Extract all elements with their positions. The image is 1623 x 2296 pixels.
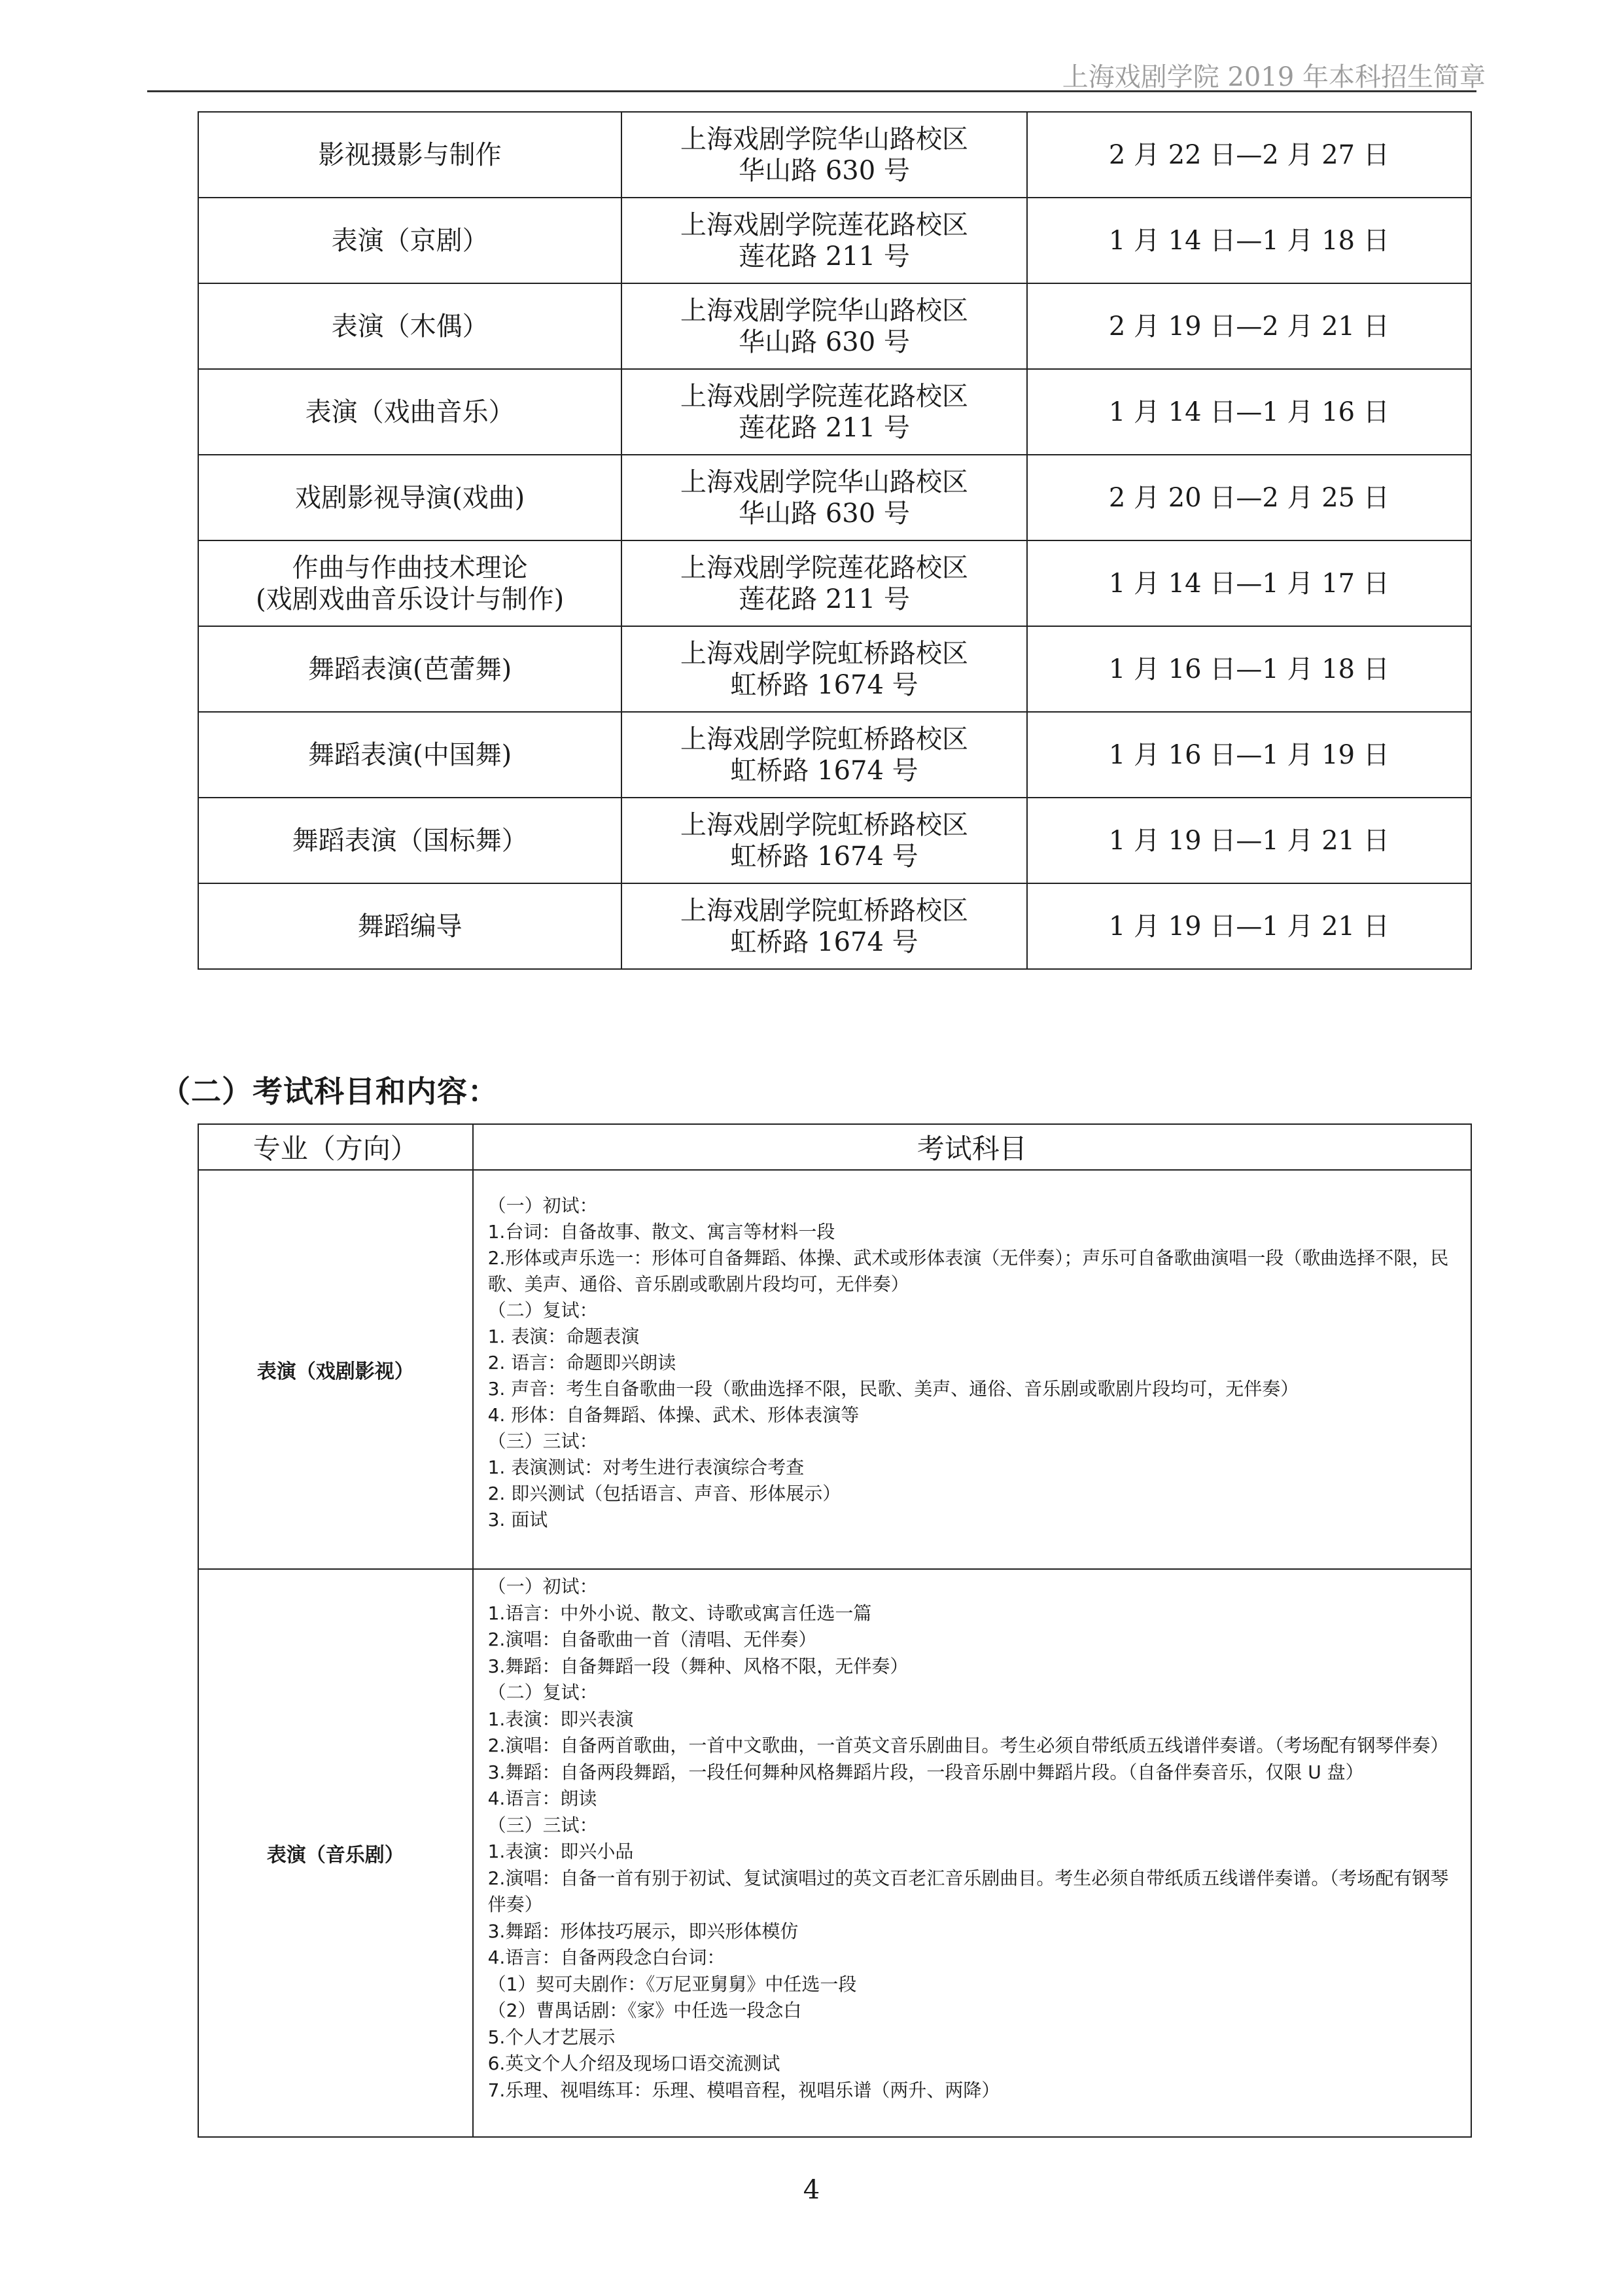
exam-content-line: 1. 表演：命题表演: [487, 1326, 640, 1347]
exam-content-line: 7.乐理、视唱练耳：乐理、模唱音程，视唱乐谱（两升、两降）: [487, 2079, 1000, 2101]
schedule-major-line: 表演（戏曲音乐）: [305, 397, 515, 427]
schedule-location-line: 华山路 630 号: [739, 155, 910, 186]
schedule-dates: 2 月 19 日—2 月 21 日: [1027, 283, 1471, 369]
page-number: 4: [803, 2175, 820, 2205]
exam-content-line: 2. 即兴测试（包括语言、声音、形体展示）: [487, 1483, 841, 1504]
exam-content-line: 3.舞蹈：形体技巧展示，即兴形体模仿: [487, 1920, 799, 1942]
exam-row-content: [473, 1569, 1471, 2137]
exam-content-line: （一）初试：: [487, 1576, 598, 1597]
exam-content-line: 3.舞蹈：自备舞蹈一段（舞种、风格不限，无伴奏）: [487, 1655, 909, 1677]
schedule-location: [621, 369, 1026, 455]
schedule-dates: 2 月 20 日—2 月 25 日: [1027, 455, 1471, 540]
exam-content-line: 4. 形体：自备舞蹈、体操、武术、形体表演等: [487, 1404, 860, 1426]
schedule-row: [198, 626, 1471, 712]
exam-row-content: [473, 1170, 1471, 1569]
exam-content-line: 3. 声音：考生自备歌曲一段（歌曲选择不限，民歌、美声、通俗、音乐剧或歌剧片段均可，无伴奏）: [487, 1378, 1299, 1400]
schedule-location-line: 上海戏剧学院莲花路校区: [680, 209, 969, 240]
schedule-row: [198, 712, 1471, 798]
schedule-dates: 1 月 19 日—1 月 21 日: [1027, 798, 1471, 883]
schedule-location-line: 虹桥路 1674 号: [730, 927, 918, 957]
schedule-dates: 1 月 19 日—1 月 21 日: [1027, 883, 1471, 969]
schedule-location: [621, 712, 1026, 798]
schedule-dates: 1 月 14 日—1 月 16 日: [1027, 369, 1471, 455]
schedule-row: [198, 798, 1471, 883]
schedule-row: [198, 540, 1471, 626]
schedule-location-line: 上海戏剧学院华山路校区: [680, 467, 969, 497]
schedule-major-line: 舞蹈表演（国标舞）: [292, 825, 528, 856]
exam-subjects-table: [198, 1123, 1472, 2138]
schedule-location: [621, 283, 1026, 369]
schedule-location-line: 虹桥路 1674 号: [730, 669, 918, 700]
exam-content-line: 4.语言：自备两段念白台词：: [487, 1947, 725, 1968]
schedule-location-line: 华山路 630 号: [739, 498, 910, 529]
schedule-location-line: 上海戏剧学院华山路校区: [680, 295, 969, 326]
schedule-location-line: 虹桥路 1674 号: [730, 841, 918, 872]
schedule-major: [198, 712, 621, 798]
exam-content-line: （1）契可夫剧作：《万尼亚舅舅》中任选一段: [487, 1973, 857, 1995]
exam-content-line: 3.舞蹈：自备两段舞蹈，一段任何舞种风格舞蹈片段，一段音乐剧中舞蹈片段。（自备伴奏音乐，仅限 U 盘）: [487, 1761, 1364, 1783]
schedule-dates: 2 月 22 日—2 月 27 日: [1027, 112, 1471, 198]
schedule-location-line: 华山路 630 号: [739, 327, 910, 357]
schedule-major: [198, 626, 621, 712]
schedule-location-line: 上海戏剧学院虹桥路校区: [680, 809, 969, 840]
schedule-row: [198, 198, 1471, 283]
exam-content-line: 1.表演：即兴表演: [487, 1708, 634, 1730]
schedule-location-line: 虹桥路 1674 号: [730, 755, 918, 786]
schedule-location: [621, 540, 1026, 626]
schedule-major: [198, 540, 621, 626]
schedule-major-line: 舞蹈表演(芭蕾舞): [308, 654, 512, 684]
exam-content-line: 2.演唱：自备一首有别于初试、复试演唱过的英文百老汇音乐剧曲目。考生必须自带纸质五线谱伴奏谱。（考场配有钢琴伴奏）: [487, 1867, 1449, 1915]
exam-content-line: 2.演唱：自备两首歌曲，一首中文歌曲，一首英文音乐剧曲目。考生必须自带纸质五线谱伴奏谱。（考场配有钢琴伴奏）: [487, 1735, 1449, 1756]
exam-row-drama-film: [198, 1170, 1471, 1569]
schedule-location-line: 上海戏剧学院虹桥路校区: [680, 724, 969, 754]
schedule-location: [621, 198, 1026, 283]
schedule-major: [198, 369, 621, 455]
schedule-major: [198, 455, 621, 540]
schedule-location: [621, 112, 1026, 198]
schedule-location: [621, 626, 1026, 712]
exam-content-line: （二）复试：: [487, 1299, 598, 1321]
schedule-location-line: 上海戏剧学院华山路校区: [680, 124, 969, 154]
schedule-location-line: 上海戏剧学院莲花路校区: [680, 552, 969, 583]
exam-content-line: 2. 语言：命题即兴朗读: [487, 1352, 676, 1373]
exam-content-line: 2.形体或声乐选一：形体可自备舞蹈、体操、武术或形体表演（无伴奏）；声乐可自备歌曲演唱一段（歌曲选择不限，民歌、美声、通俗、音乐剧或歌剧片段均可，无伴奏）: [487, 1247, 1449, 1295]
exam-schedule-table: [198, 111, 1472, 970]
header-title: 上海戏剧学院 2019 年本科招生简章: [1062, 62, 1486, 92]
schedule-major: [198, 883, 621, 969]
schedule-location: [621, 455, 1026, 540]
exam-table-header-row: [198, 1124, 1471, 1170]
schedule-location-line: 上海戏剧学院虹桥路校区: [680, 895, 969, 926]
schedule-major-line: 舞蹈编导: [357, 911, 462, 942]
exam-content-line: 3. 面试: [487, 1509, 548, 1530]
schedule-row: [198, 283, 1471, 369]
schedule-major-line: 作曲与作曲技术理论: [292, 552, 528, 583]
schedule-major: [198, 798, 621, 883]
exam-content-line: 4.语言：朗读: [487, 1788, 597, 1809]
schedule-major-line: 戏剧影视导演(戏曲): [295, 482, 525, 513]
exam-content-line: （二）复试：: [487, 1682, 598, 1703]
schedule-major-line: 影视摄影与制作: [318, 139, 502, 170]
schedule-major-line: (戏剧戏曲音乐设计与制作): [256, 584, 565, 614]
exam-content-line: 5.个人才艺展示: [487, 2026, 616, 2048]
schedule-major-line: 表演（木偶）: [331, 311, 489, 342]
exam-row-major: 表演（音乐剧）: [198, 1569, 473, 2137]
schedule-major: [198, 198, 621, 283]
schedule-row: [198, 369, 1471, 455]
schedule-location: [621, 883, 1026, 969]
exam-content-line: 1.表演：即兴小品: [487, 1841, 634, 1862]
exam-content-line: 2.演唱：自备歌曲一首（清唱、无伴奏）: [487, 1629, 817, 1650]
schedule-dates: 1 月 16 日—1 月 18 日: [1027, 626, 1471, 712]
schedule-dates: 1 月 14 日—1 月 18 日: [1027, 198, 1471, 283]
exam-content-line: （三）三试：: [487, 1430, 598, 1452]
header-rule: [147, 90, 1476, 92]
schedule-location-line: 莲花路 211 号: [739, 412, 910, 443]
exam-row-major: 表演（戏剧影视）: [198, 1170, 473, 1569]
schedule-dates: 1 月 16 日—1 月 19 日: [1027, 712, 1471, 798]
section-heading: （二）考试科目和内容：: [160, 1074, 498, 1109]
schedule-row: [198, 883, 1471, 969]
schedule-dates: 1 月 14 日—1 月 17 日: [1027, 540, 1471, 626]
schedule-row: [198, 112, 1471, 198]
schedule-major-line: 舞蹈表演(中国舞): [308, 739, 512, 770]
exam-row-musical: [198, 1569, 1471, 2137]
schedule-major: [198, 112, 621, 198]
schedule-location-line: 莲花路 211 号: [739, 241, 910, 272]
exam-content-line: 1. 表演测试：对考生进行表演综合考查: [487, 1457, 805, 1478]
exam-content-line: 6.英文个人介绍及现场口语交流测试: [487, 2053, 780, 2074]
schedule-location-line: 上海戏剧学院虹桥路校区: [680, 638, 969, 669]
schedule-location-line: 上海戏剧学院莲花路校区: [680, 381, 969, 412]
exam-content-line: 1.语言：中外小说、散文、诗歌或寓言任选一篇: [487, 1602, 872, 1624]
header-major: 专业（方向）: [198, 1124, 473, 1170]
schedule-location: [621, 798, 1026, 883]
exam-content-line: （2）曹禺话剧：《家》中任选一段念白: [487, 2000, 802, 2021]
schedule-location-line: 莲花路 211 号: [739, 584, 910, 614]
schedule-row: [198, 455, 1471, 540]
schedule-major-line: 表演（京剧）: [331, 225, 489, 256]
header-subjects: 考试科目: [473, 1124, 1471, 1170]
exam-content-line: （一）初试：: [487, 1195, 598, 1216]
exam-content-line: （三）三试：: [487, 1814, 598, 1836]
exam-content-line: 1.台词：自备故事、散文、寓言等材料一段: [487, 1221, 835, 1243]
schedule-major: [198, 283, 621, 369]
